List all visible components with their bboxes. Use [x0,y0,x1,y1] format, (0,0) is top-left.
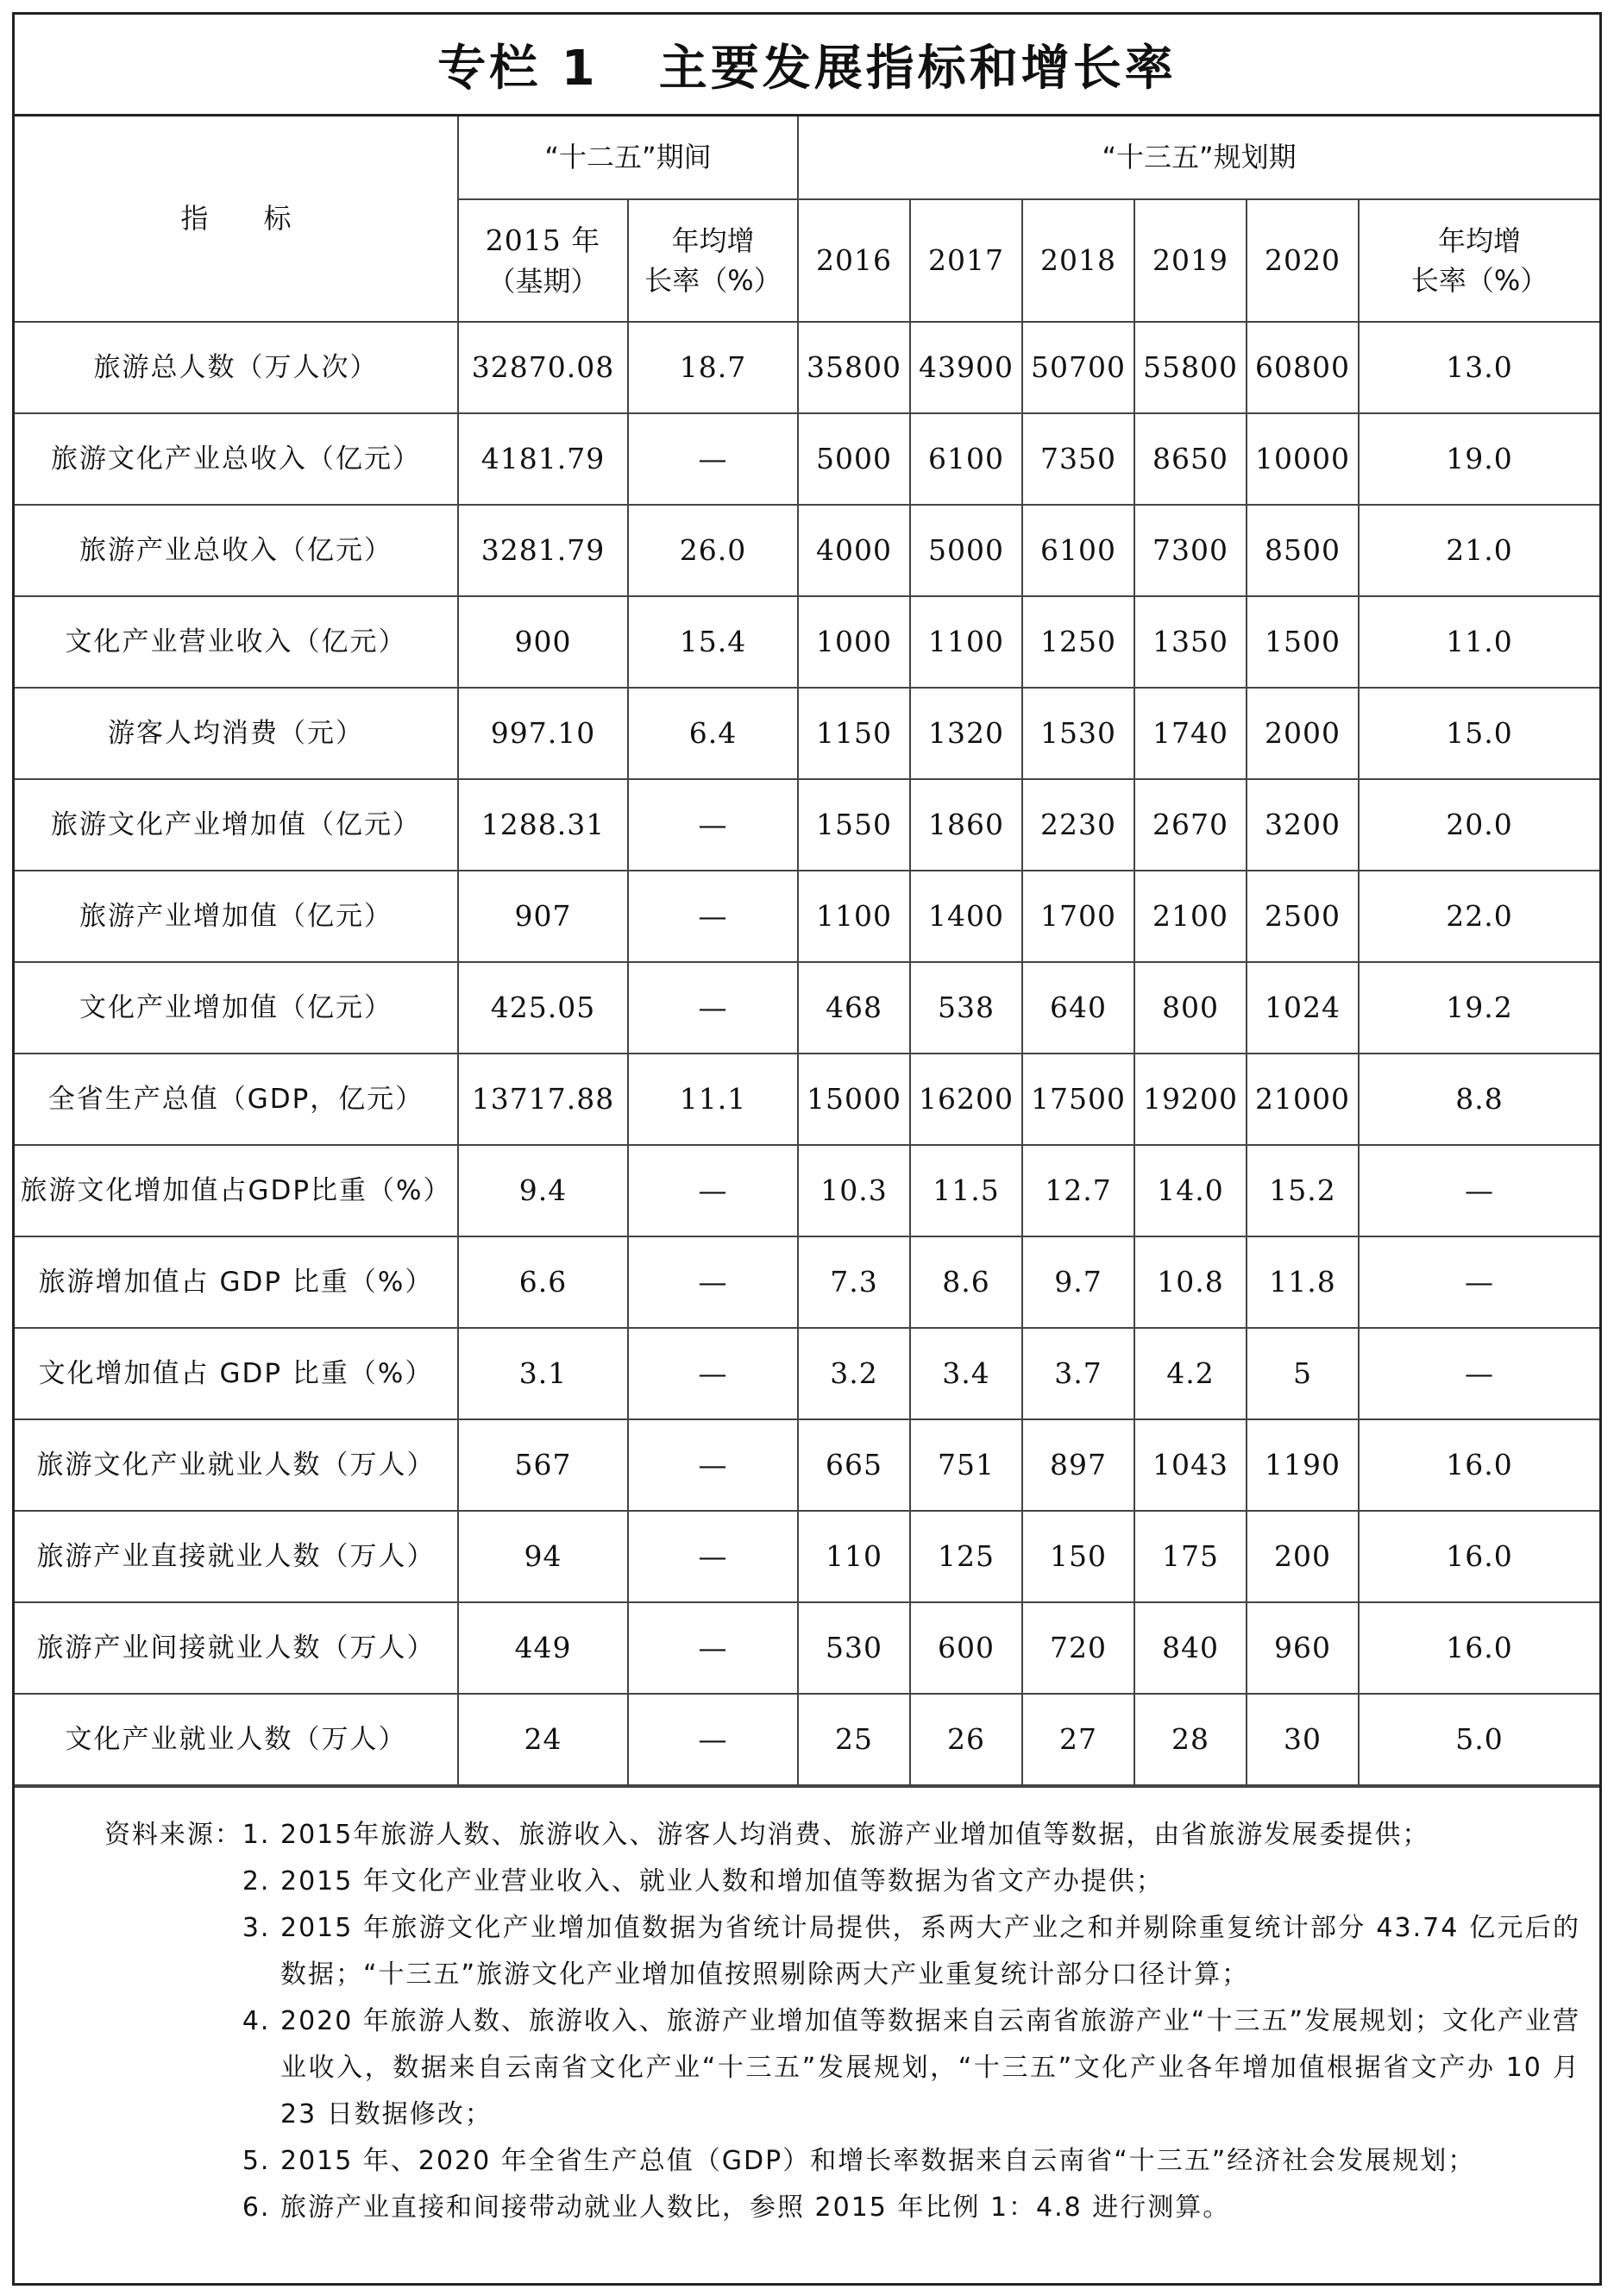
source-notes [15,1786,1599,2231]
value-2016: 10.3 [798,1145,910,1236]
indicator-table [15,116,1599,1786]
value-2018: 150 [1022,1511,1134,1602]
avg-rate-13th-value: — [1359,1328,1599,1419]
source-note-number: 3. [242,1913,280,1943]
value-2019: 8650 [1134,413,1247,505]
source-note-text: 旅游产业直接和间接带动就业人数比，参照 2015 年比例 1：4.8 进行测算。 [280,2192,1231,2223]
value-2016: 110 [798,1511,910,1602]
base-2015-value: 4181.79 [458,413,628,505]
source-note-number: 资料来源：1. [104,1820,280,1850]
value-2017: 6100 [910,413,1022,505]
indicator-name: 旅游总人数（万人次） [15,322,458,413]
avg-rate-13th-value: 16.0 [1359,1602,1599,1694]
base-2015-value: 567 [458,1419,628,1511]
base-2015-value: 900 [458,596,628,688]
indicator-panel [12,12,1602,2286]
table-row [15,1419,1599,1511]
indicator-table-body [15,322,1599,1785]
value-2016: 3.2 [798,1328,910,1419]
base-2015-value: 3281.79 [458,505,628,596]
table-row [15,962,1599,1054]
value-2018: 7350 [1022,413,1134,505]
value-2019: 2670 [1134,779,1247,871]
value-2019: 19200 [1134,1054,1247,1145]
indicator-name: 旅游产业增加值（亿元） [15,871,458,962]
value-2019: 4.2 [1134,1328,1247,1419]
table-row [15,413,1599,505]
avg-rate-12th-value: — [628,1145,798,1236]
value-2019: 175 [1134,1511,1247,1602]
table-row [15,1602,1599,1694]
source-note-number: 2. [242,1866,280,1897]
value-2018: 1250 [1022,596,1134,688]
header-indicator: 指 标 [15,116,458,322]
header-year: 2020 [1247,199,1359,322]
value-2019: 840 [1134,1602,1247,1694]
source-note-text: 2015 年、2020 年全省生产总值（GDP）和增长率数据来自云南省“十三五”经济社会发展规划； [280,2146,1476,2176]
header-avg-rate-13th [1359,199,1599,322]
avg-rate-12th-value: — [628,1511,798,1602]
avg-rate-12th-value: — [628,962,798,1054]
avg-rate-13th-value: 8.8 [1359,1054,1599,1145]
table-row [15,505,1599,596]
value-2017: 125 [910,1511,1022,1602]
indicator-name: 旅游产业总收入（亿元） [15,505,458,596]
value-2020: 960 [1247,1602,1359,1694]
header-avg-rate-12th-line2: 长率（%） [644,264,782,297]
avg-rate-12th-value: — [628,779,798,871]
table-row [15,1054,1599,1145]
indicator-name: 游客人均消费（元） [15,688,458,779]
source-note [34,1812,1580,1859]
avg-rate-12th-value: 11.1 [628,1054,798,1145]
avg-rate-12th-value: 6.4 [628,688,798,779]
avg-rate-13th-value: 16.0 [1359,1419,1599,1511]
value-2017: 3.4 [910,1328,1022,1419]
avg-rate-13th-value: 19.0 [1359,413,1599,505]
indicator-name: 旅游产业间接就业人数（万人） [15,1602,458,1694]
indicator-name: 旅游文化增加值占GDP比重（%） [15,1145,458,1236]
table-row [15,779,1599,871]
value-2017: 1400 [910,871,1022,962]
value-2017: 1100 [910,596,1022,688]
avg-rate-13th-value: 20.0 [1359,779,1599,871]
indicator-name: 全省生产总值（GDP，亿元） [15,1054,458,1145]
indicator-name: 文化产业营业收入（亿元） [15,596,458,688]
value-2020: 2500 [1247,871,1359,962]
value-2019: 1740 [1134,688,1247,779]
header-year: 2019 [1134,199,1247,322]
base-2015-value: 94 [458,1511,628,1602]
value-2020: 10000 [1247,413,1359,505]
avg-rate-13th-value: 15.0 [1359,688,1599,779]
base-2015-value: 449 [458,1602,628,1694]
value-2019: 800 [1134,962,1247,1054]
header-base-year-sub: （基期） [487,264,599,298]
table-row [15,1328,1599,1419]
value-2016: 1100 [798,871,910,962]
source-note-number: 4. [242,2006,280,2036]
indicator-name: 文化产业就业人数（万人） [15,1694,458,1785]
value-2017: 5000 [910,505,1022,596]
value-2017: 43900 [910,322,1022,413]
panel-title-text: 主要发展指标和增长率 [658,40,1177,97]
avg-rate-13th-value: 5.0 [1359,1694,1599,1785]
header-base-year-label: 2015 年 [485,223,601,257]
indicator-name: 文化产业增加值（亿元） [15,962,458,1054]
value-2020: 5 [1247,1328,1359,1419]
value-2018: 1530 [1022,688,1134,779]
value-2017: 1860 [910,779,1022,871]
base-2015-value: 6.6 [458,1236,628,1328]
value-2020: 8500 [1247,505,1359,596]
value-2018: 50700 [1022,322,1134,413]
value-2019: 28 [1134,1694,1247,1785]
source-note [34,2138,1580,2185]
source-note-text: 2015 年旅游文化产业增加值数据为省统计局提供，系两大产业之和并剔除重复统计部分 43.74 亿元后的数据；“十三五”旅游文化产业增加值按照剔除两大产业重复统计部分口径计算； [280,1913,1580,1990]
value-2018: 3.7 [1022,1328,1134,1419]
value-2016: 665 [798,1419,910,1511]
value-2016: 1150 [798,688,910,779]
header-avg-rate-13th-line2: 长率（%） [1410,264,1548,297]
value-2020: 60800 [1247,322,1359,413]
header-period-12th: “十二五”期间 [458,116,798,199]
avg-rate-12th-value: — [628,1328,798,1419]
value-2018: 640 [1022,962,1134,1054]
table-row [15,1145,1599,1236]
indicator-name: 旅游产业直接就业人数（万人） [15,1511,458,1602]
value-2018: 12.7 [1022,1145,1134,1236]
avg-rate-12th-value: — [628,1602,798,1694]
source-note-text: 2015 年文化产业营业收入、就业人数和增加值等数据为省文产办提供； [280,1866,1164,1897]
value-2017: 16200 [910,1054,1022,1145]
table-row [15,322,1599,413]
source-note [34,1998,1580,2138]
avg-rate-13th-value: 22.0 [1359,871,1599,962]
value-2016: 15000 [798,1054,910,1145]
avg-rate-13th-value: 13.0 [1359,322,1599,413]
avg-rate-13th-value: — [1359,1145,1599,1236]
value-2020: 1190 [1247,1419,1359,1511]
value-2020: 11.8 [1247,1236,1359,1328]
header-period-13th: “十三五”规划期 [798,116,1599,199]
value-2020: 3200 [1247,779,1359,871]
base-2015-value: 32870.08 [458,322,628,413]
value-2016: 7.3 [798,1236,910,1328]
value-2017: 538 [910,962,1022,1054]
value-2020: 30 [1247,1694,1359,1785]
table-row [15,1511,1599,1602]
base-2015-value: 997.10 [458,688,628,779]
source-note-number: 6. [242,2192,280,2223]
panel-code: 专栏 1 [437,40,599,97]
base-2015-value: 9.4 [458,1145,628,1236]
table-row [15,871,1599,962]
header-avg-rate-12th [628,199,798,322]
table-row [15,688,1599,779]
source-note [34,2185,1580,2231]
avg-rate-12th-value: — [628,1419,798,1511]
panel-title [15,15,1599,116]
value-2016: 468 [798,962,910,1054]
table-row [15,1694,1599,1785]
table-row [15,596,1599,688]
value-2017: 26 [910,1694,1022,1785]
value-2017: 751 [910,1419,1022,1511]
value-2020: 2000 [1247,688,1359,779]
value-2017: 11.5 [910,1145,1022,1236]
value-2020: 1500 [1247,596,1359,688]
value-2019: 1043 [1134,1419,1247,1511]
header-year: 2016 [798,199,910,322]
value-2018: 6100 [1022,505,1134,596]
value-2019: 2100 [1134,871,1247,962]
value-2018: 2230 [1022,779,1134,871]
value-2018: 9.7 [1022,1236,1134,1328]
value-2018: 1700 [1022,871,1134,962]
header-base-year [458,199,628,322]
value-2017: 600 [910,1602,1022,1694]
value-2019: 10.8 [1134,1236,1247,1328]
avg-rate-12th-value: — [628,413,798,505]
base-2015-value: 3.1 [458,1328,628,1419]
source-note-number: 5. [242,2146,280,2176]
value-2016: 35800 [798,322,910,413]
base-2015-value: 1288.31 [458,779,628,871]
value-2018: 897 [1022,1419,1134,1511]
header-avg-rate-13th-line1: 年均增 [1438,223,1522,257]
avg-rate-13th-value: 11.0 [1359,596,1599,688]
value-2016: 5000 [798,413,910,505]
value-2017: 1320 [910,688,1022,779]
avg-rate-12th-value: — [628,871,798,962]
value-2016: 1000 [798,596,910,688]
indicator-name: 文化增加值占 GDP 比重（%） [15,1328,458,1419]
header-year: 2018 [1022,199,1134,322]
header-year: 2017 [910,199,1022,322]
value-2020: 15.2 [1247,1145,1359,1236]
base-2015-value: 425.05 [458,962,628,1054]
avg-rate-13th-value: 16.0 [1359,1511,1599,1602]
value-2016: 25 [798,1694,910,1785]
indicator-name: 旅游增加值占 GDP 比重（%） [15,1236,458,1328]
source-note [34,1905,1580,1998]
value-2020: 21000 [1247,1054,1359,1145]
table-row [15,1236,1599,1328]
base-2015-value: 24 [458,1694,628,1785]
avg-rate-13th-value: 21.0 [1359,505,1599,596]
value-2020: 1024 [1247,962,1359,1054]
avg-rate-13th-value: 19.2 [1359,962,1599,1054]
value-2016: 1550 [798,779,910,871]
header-row-periods [15,116,1599,199]
avg-rate-12th-value: 15.4 [628,596,798,688]
avg-rate-13th-value: — [1359,1236,1599,1328]
avg-rate-12th-value: — [628,1236,798,1328]
source-note [34,1859,1580,1905]
value-2020: 200 [1247,1511,1359,1602]
value-2016: 4000 [798,505,910,596]
value-2018: 17500 [1022,1054,1134,1145]
value-2018: 720 [1022,1602,1134,1694]
indicator-name: 旅游文化产业增加值（亿元） [15,779,458,871]
indicator-name: 旅游文化产业就业人数（万人） [15,1419,458,1511]
header-avg-rate-12th-line1: 年均增 [671,223,755,257]
value-2019: 14.0 [1134,1145,1247,1236]
value-2019: 55800 [1134,322,1247,413]
value-2018: 27 [1022,1694,1134,1785]
base-2015-value: 13717.88 [458,1054,628,1145]
avg-rate-12th-value: 18.7 [628,322,798,413]
source-note-text: 2020 年旅游人数、旅游收入、旅游产业增加值等数据来自云南省旅游产业“十三五”发展规划；文化产业营业收入，数据来自云南省文化产业“十三五”发展规划，“十三五”文化产业各年增加值根据省文产办 10 月 23 日数据修改； [280,2006,1580,2129]
avg-rate-12th-value: 26.0 [628,505,798,596]
value-2019: 7300 [1134,505,1247,596]
base-2015-value: 907 [458,871,628,962]
value-2016: 530 [798,1602,910,1694]
source-note-text: 2015年旅游人数、旅游收入、游客人均消费、旅游产业增加值等数据，由省旅游发展委提供； [280,1820,1430,1850]
avg-rate-12th-value: — [628,1694,798,1785]
value-2017: 8.6 [910,1236,1022,1328]
value-2019: 1350 [1134,596,1247,688]
indicator-name: 旅游文化产业总收入（亿元） [15,413,458,505]
